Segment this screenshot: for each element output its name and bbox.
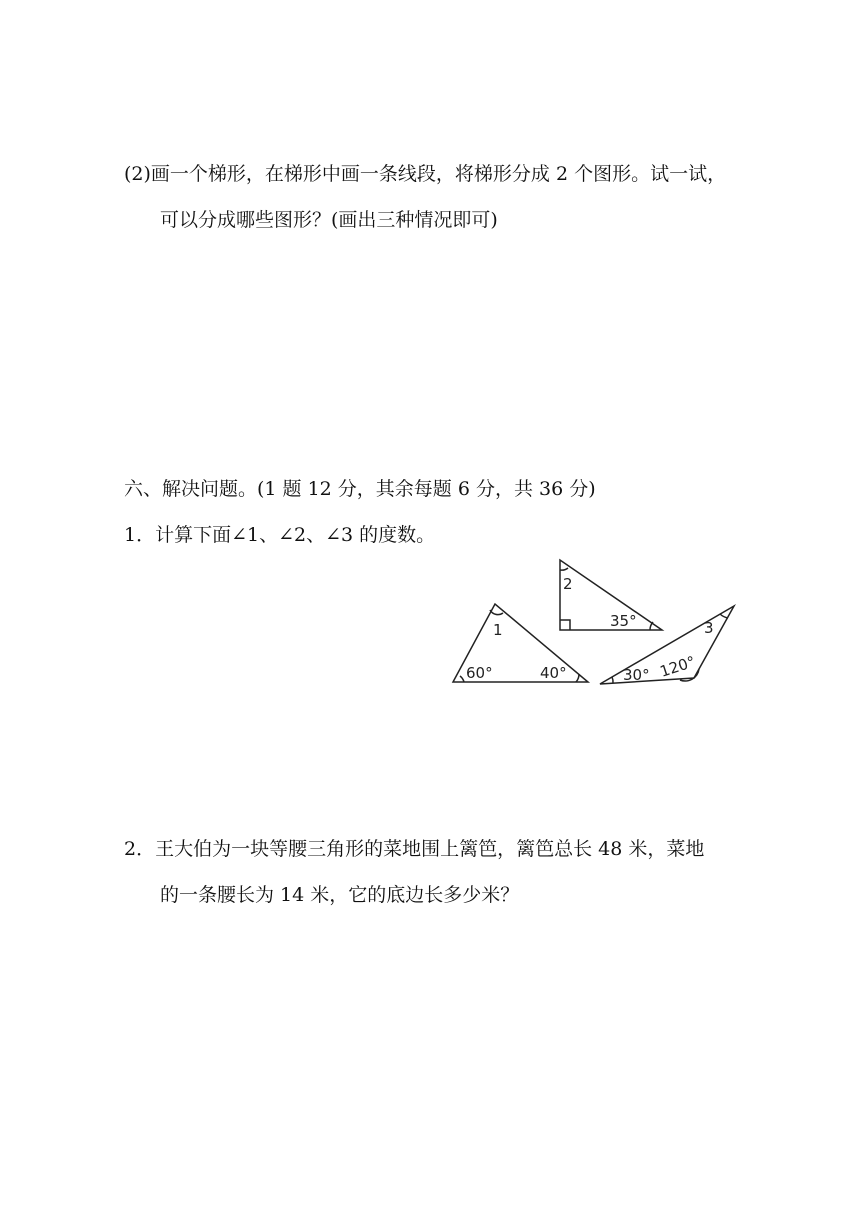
- t3-angle-left-label: 30°: [623, 666, 650, 684]
- t1-angle-left-label: 60°: [466, 664, 493, 682]
- q1-text: 1．计算下面∠1、∠2、∠3 的度数。: [124, 524, 436, 546]
- q2-line1: 2．王大伯为一块等腰三角形的菜地围上篱笆，篱笆总长 48 米，菜地: [124, 838, 705, 860]
- t2-angle-right-label: 35°: [610, 612, 637, 630]
- section6-heading: 六、解决问题。(1 题 12 分，其余每题 6 分，共 36 分): [124, 478, 596, 500]
- part2-line1: (2)画一个梯形，在梯形中画一条线段，将梯形分成 2 个图形。试一试，: [124, 163, 727, 185]
- t3-angle-bottom-label: 120°: [657, 652, 698, 681]
- t1-angle-top-label: 1: [493, 621, 503, 639]
- t2-angle-top-label: 2: [563, 575, 573, 593]
- part2-line2: 可以分成哪些图形？(画出三种情况即可): [160, 209, 498, 231]
- triangles-figure: [448, 552, 740, 690]
- t3-angle-right-label: 3: [704, 619, 714, 637]
- q2-line2: 的一条腰长为 14 米，它的底边长多少米？: [160, 884, 520, 906]
- t1-angle-right-label: 40°: [540, 664, 567, 682]
